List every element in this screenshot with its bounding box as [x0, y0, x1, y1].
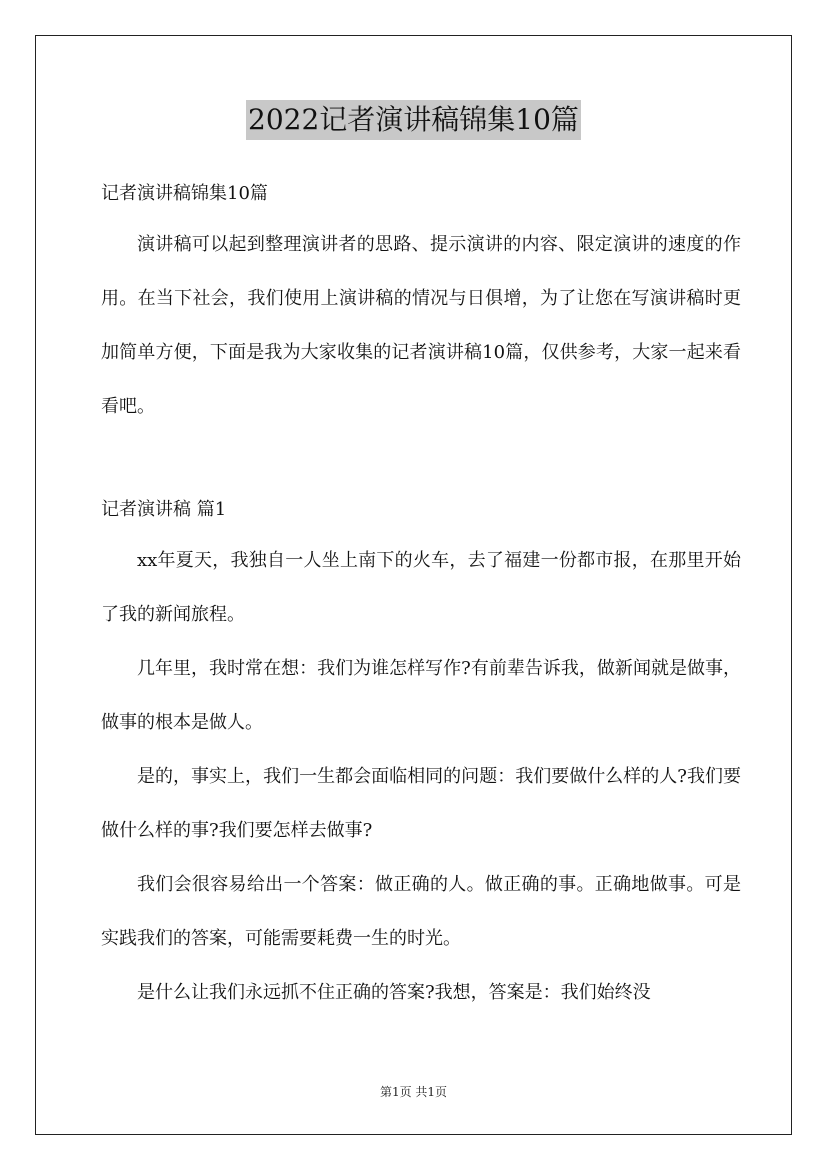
document-subtitle: 记者演讲稿锦集10篇: [101, 183, 268, 204]
document-title: 2022记者演讲稿锦集10篇: [246, 100, 581, 140]
body-paragraph: 我们会很容易给出一个答案：做正确的人。做正确的事。正确地做事。可是实践我们的答案，可能需要耗费一生的时光。: [101, 874, 741, 949]
spacer: [101, 434, 741, 490]
document-body: [101, 174, 741, 1020]
body-paragraph: 是什么让我们永远抓不住正确的答案?我想，答案是：我们始终没: [137, 982, 651, 1003]
body-paragraph: 是的，事实上，我们一生都会面临相同的问题：我们要做什么样的人?我们要做什么样的事?我们要怎样去做事?: [101, 766, 741, 841]
body-paragraph: 几年里，我时常在想：我们为谁怎样写作?有前辈告诉我，做新闻就是做事，做事的根本是做人。: [101, 658, 741, 733]
intro-paragraph: 演讲稿可以起到整理演讲者的思路、提示演讲的内容、限定演讲的速度的作用。在当下社会，我们使用上演讲稿的情况与日俱增，为了让您在写演讲稿时更加简单方便，下面是我为大家收集的记者演讲稿10篇，仅供参考，大家一起来看看吧。: [101, 234, 741, 417]
title-container: [0, 100, 827, 140]
section-heading: 记者演讲稿 篇1: [101, 499, 227, 520]
page-footer: 第1页 共1页: [379, 1085, 448, 1099]
body-paragraph: xx年夏天，我独自一人坐上南下的火车，去了福建一份都市报，在那里开始了我的新闻旅程。: [101, 550, 741, 625]
